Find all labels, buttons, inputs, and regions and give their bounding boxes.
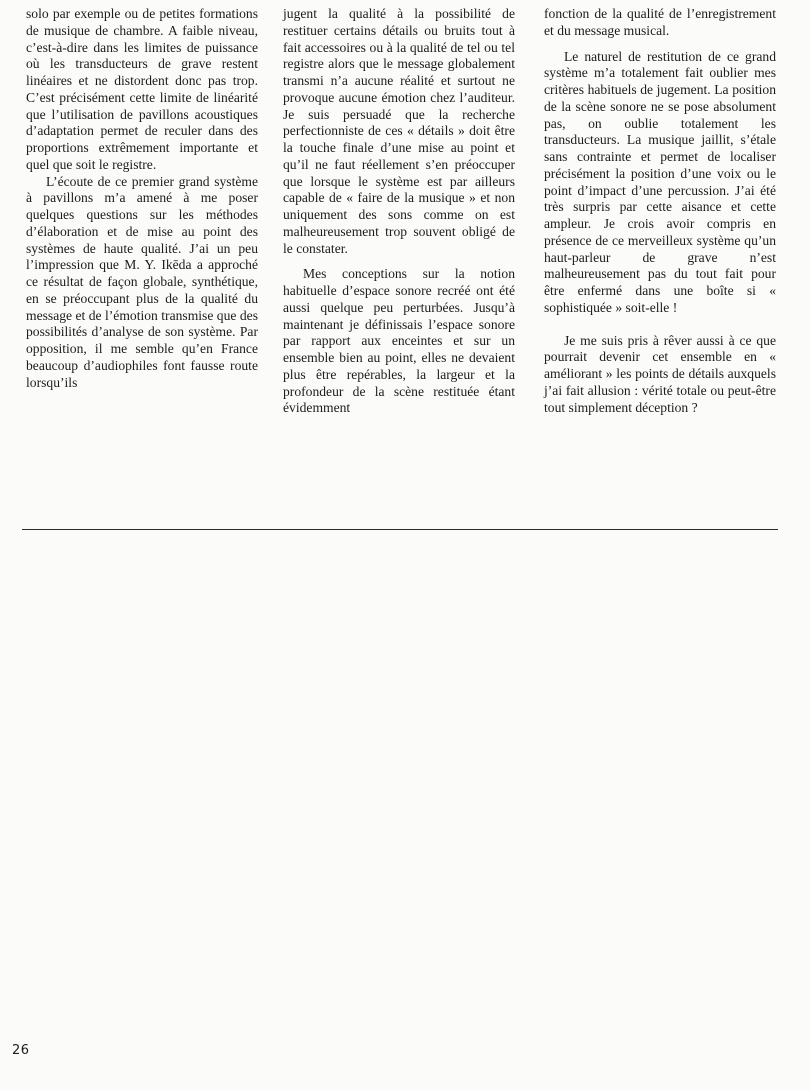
paragraph: Le naturel de restitution de ce grand système m’a totalement fait oublier mes critères habituels de jugement. La position de la scène sonore ne se pose absolument pas, on oublie totalement les transducteurs. La musique jaillit, s’étale sans contrainte et permet de localiser précisément la position d’une voix ou le point d’impact d’une percussion. J’ai été très surpris par cette aisance et cette ampleur. Je crois avoir compris en présence de ce merveilleux système qu’un haut-parleur de grave n’est malheureusement pas du tout fait pour être enfermé dans une boîte si « sophistiquée » soit-elle ! (544, 48, 776, 315)
article-column-2 (283, 6, 515, 417)
article-column-1 (26, 6, 258, 391)
paragraph: Je me suis pris à rêver aussi à ce que pourrait devenir cet ensemble en « améliorant » les points de détails auxquels j’ai fait allusion : vérité totale ou peut-être tout simplement déception ? (544, 332, 776, 415)
paragraph: Mes conceptions sur la notion habituelle d’espace sonore recréé ont été aussi quelque peu perturbées. Jusqu’à maintenant je définissais l’espace sonore par rapport aux enceintes et sur un ensemble bien au point, elles ne devaient plus être repérables, la largeur et la profondeur de la scène restituée étant évidemment (283, 266, 515, 416)
page-number: 26 (12, 1043, 30, 1058)
paragraph: L’écoute de ce premier grand système à pavillons m’a amené à me poser quelques questions sur les méthodes d’élaboration et de mise au point des systèmes de haute qualité. J’ai un peu l’impression que M. Y. Ikēda a approché ce résultat de façon globale, synthétique, en se préoccupant plus de la qualité du message et de l’émotion transmise que des possibilités d’analyse de son système. Par opposition, il me semble qu’en France beaucoup d’audiophiles font fausse route lorsqu’ils (26, 173, 258, 390)
article-column-3 (544, 6, 776, 416)
paragraph: solo par exemple ou de petites formations de musique de chambre. A faible niveau, c’est-à-dire dans les limites de puissance où les transducteurs de grave restent linéaires et ne distordent donc pas trop. C’est précisément cette limite de linéarité que l’utilisation de pavillons acoustiques d’adaptation permet de reculer dans des proportions extrêmement importante et quel que soit le registre. (26, 6, 258, 172)
paragraph: jugent la qualité à la possibilité de restituer certains détails ou bruits tout à fait accessoires ou à la qualité de tel ou tel registre alors que le message globalement transmi n’a aucune réalité et surtout ne provoque aucune émotion chez l’auditeur. Je suis persuadé que la recherche perfectionniste de ces « détails » doit être la touche finale d’une mise au point et qu’il ne faut réellement s’en préoccuper que lorsque le système est par ailleurs capable de « faire de la musique » et non uniquement des sons comme on est malheureusement trop souvent obligé de le constater. (283, 6, 515, 256)
paragraph: fonction de la qualité de l’enregistrement et du message musical. (544, 6, 776, 38)
article-end-rule (22, 529, 778, 530)
